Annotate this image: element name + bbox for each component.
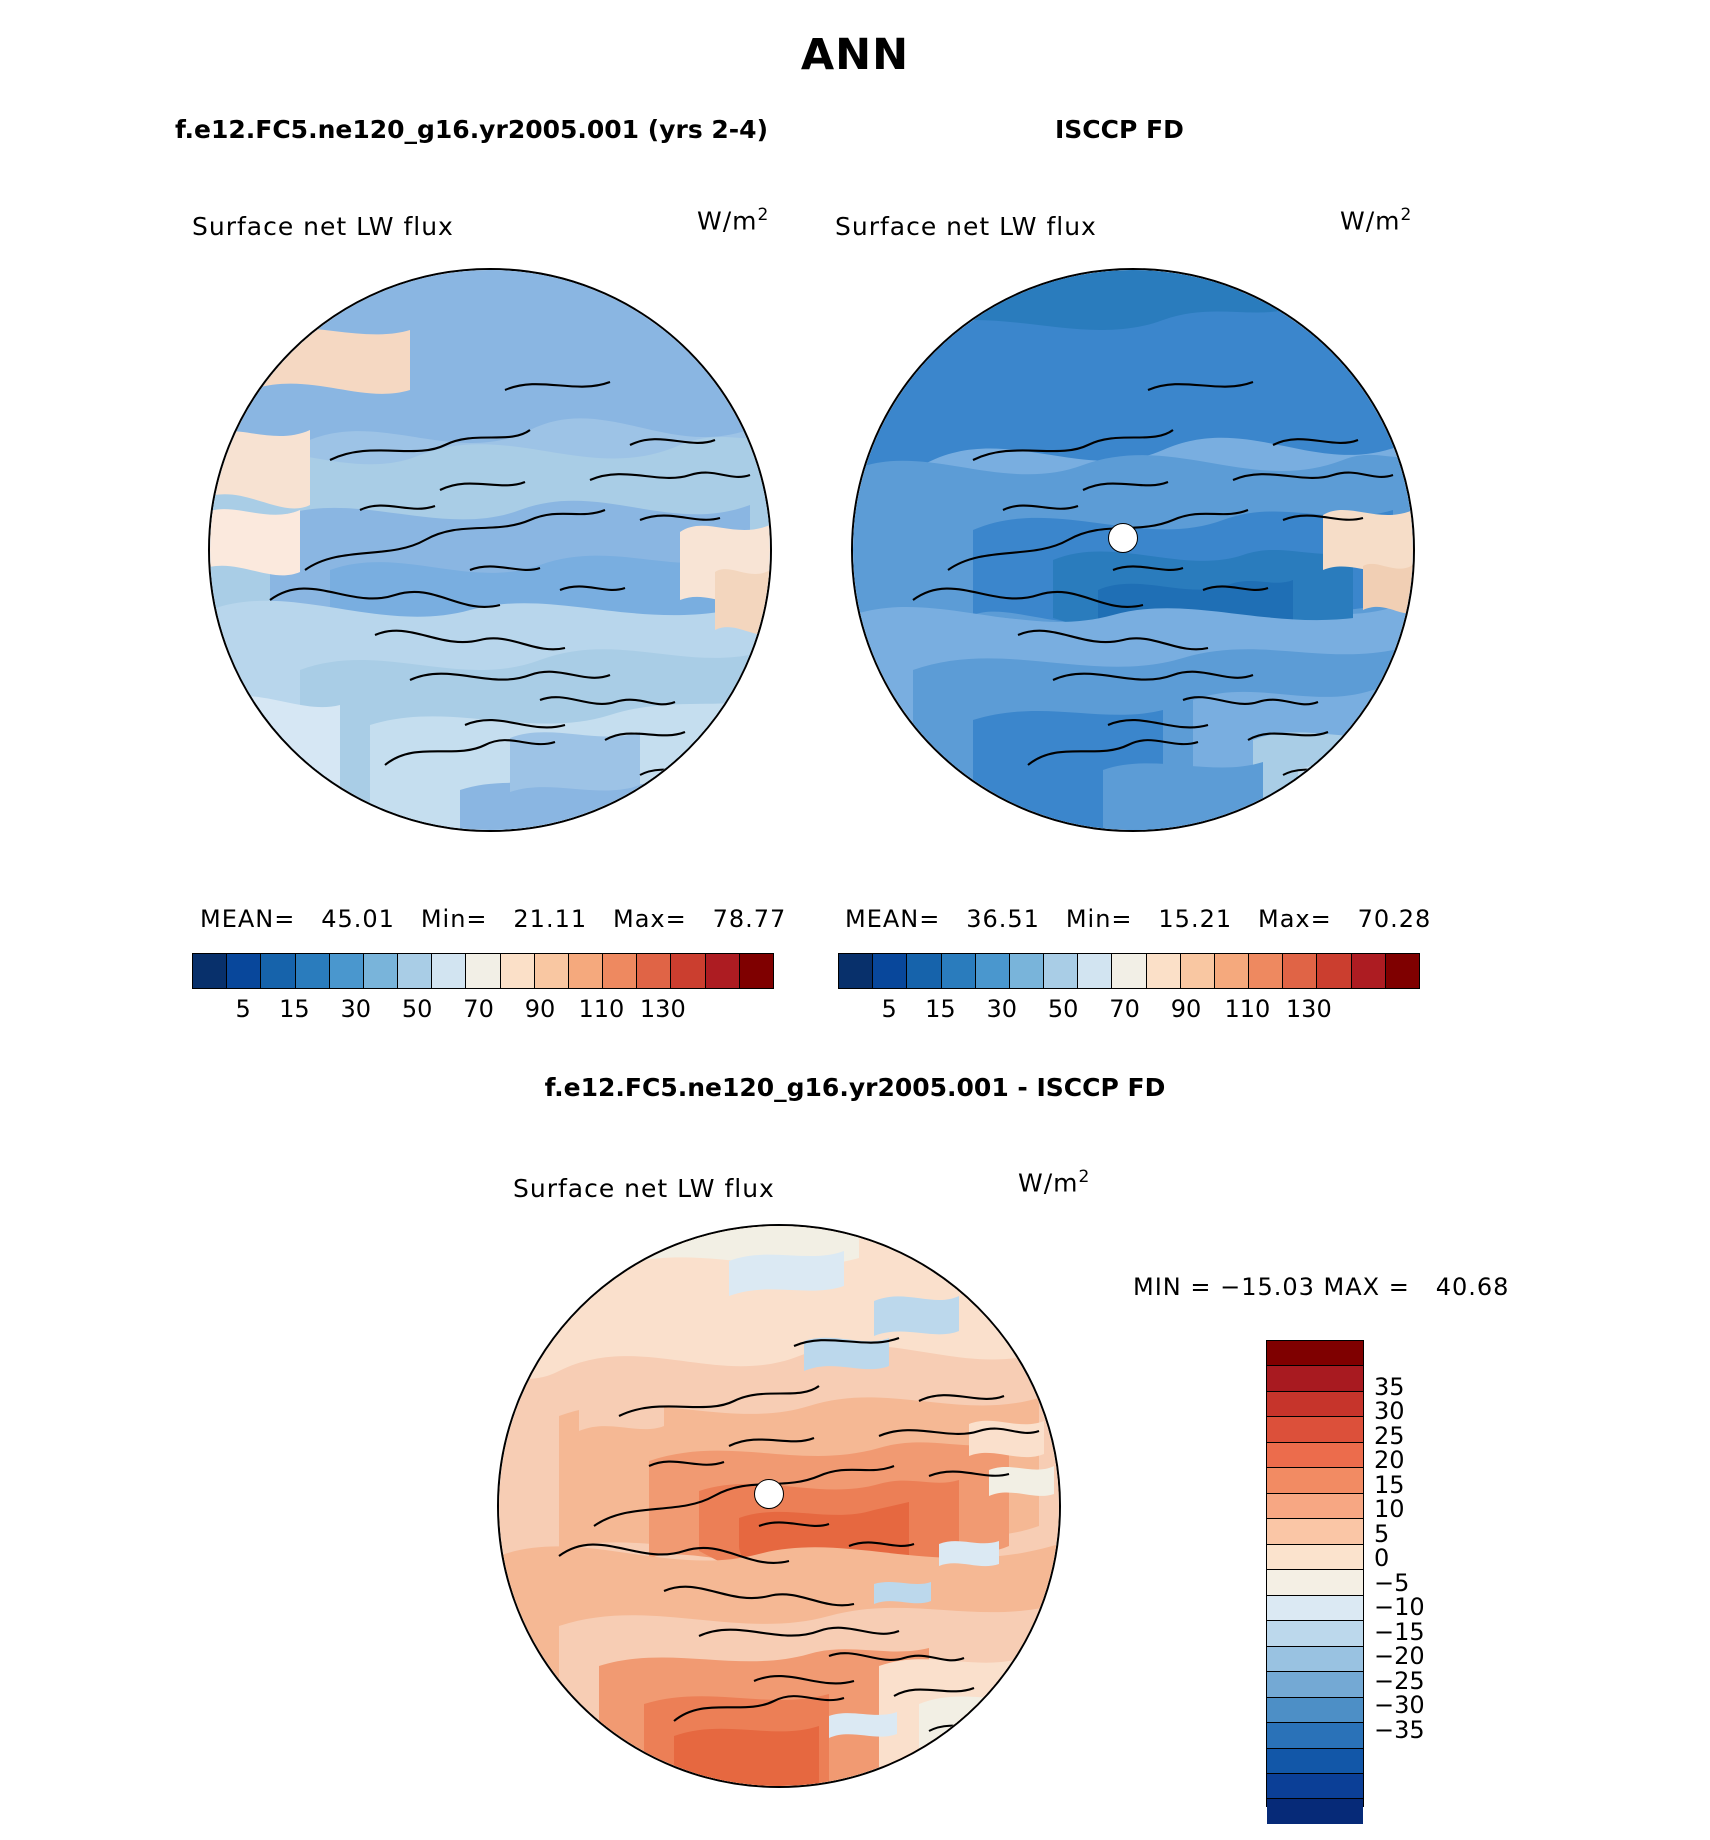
colorbar-tick-label: −20 xyxy=(1374,1642,1425,1671)
colorbar-swatch xyxy=(1267,1366,1363,1391)
colorbar-swatch xyxy=(637,954,671,988)
diff-colorbar-labels xyxy=(1374,1340,1494,1805)
colorbar-swatch xyxy=(1267,1672,1363,1697)
colorbar-swatch xyxy=(261,954,295,988)
colorbar-swatch xyxy=(671,954,705,988)
colorbar-tick-label: 90 xyxy=(1170,995,1202,1023)
colorbar-tick-label: −15 xyxy=(1374,1617,1425,1646)
colorbar-swatch xyxy=(1267,1647,1363,1672)
colorbar-swatch xyxy=(603,954,637,988)
colorbar-tick-label: 30 xyxy=(986,995,1018,1023)
diff-pole-marker xyxy=(754,1479,784,1509)
right-pole-marker xyxy=(1108,523,1138,553)
colorbar-tick-label: 35 xyxy=(1374,1372,1405,1401)
colorbar-swatch xyxy=(1267,1698,1363,1723)
right-globe-contours xyxy=(853,270,1413,830)
colorbar-swatch xyxy=(1267,1494,1363,1519)
diff-globe xyxy=(497,1224,1061,1788)
colorbar-swatch xyxy=(1147,954,1181,988)
colorbar-tick-label: 25 xyxy=(1374,1421,1405,1450)
right-globe xyxy=(851,268,1415,832)
colorbar-swatch xyxy=(432,954,466,988)
colorbar-tick-label: 15 xyxy=(1374,1470,1405,1499)
right-colorbar-ticks xyxy=(838,995,1418,1027)
colorbar-swatch xyxy=(1352,954,1386,988)
colorbar-tick-label: 90 xyxy=(524,995,556,1023)
colorbar-swatch xyxy=(942,954,976,988)
colorbar-tick-label: 130 xyxy=(1285,995,1332,1023)
colorbar-tick-label: −30 xyxy=(1374,1691,1425,1720)
diff-panel-title: f.e12.FC5.ne120_g16.yr2005.001 - ISCCP FD xyxy=(544,1073,1166,1102)
right-variable-label: Surface net LW flux xyxy=(835,212,1097,241)
right-stats: MEAN= 36.51 Min= 15.21 Max= 70.28 xyxy=(845,905,1432,933)
colorbar-swatch xyxy=(1267,1570,1363,1595)
colorbar-tick-label: 110 xyxy=(1224,995,1271,1023)
left-panel-title: f.e12.FC5.ne120_g16.yr2005.001 (yrs 2-4) xyxy=(175,115,769,144)
left-globe xyxy=(208,268,772,832)
colorbar-tick-label: −35 xyxy=(1374,1715,1425,1744)
colorbar-tick-label: 5 xyxy=(881,995,897,1023)
left-units-text: W/m xyxy=(697,206,758,236)
right-units-exponent: 2 xyxy=(1400,205,1413,225)
colorbar-tick-label: 70 xyxy=(1109,995,1140,1023)
colorbar-swatch xyxy=(1386,954,1419,988)
left-colorbar[interactable] xyxy=(192,953,774,989)
colorbar-swatch xyxy=(740,954,773,988)
colorbar-tick-label: −5 xyxy=(1374,1568,1410,1597)
colorbar-swatch xyxy=(296,954,330,988)
left-variable-label: Surface net LW flux xyxy=(192,212,454,241)
colorbar-swatch xyxy=(1267,1341,1363,1366)
diff-stats: MIN = −15.03 MAX = 40.68 xyxy=(1133,1273,1510,1301)
colorbar-swatch xyxy=(1267,1545,1363,1570)
colorbar-swatch xyxy=(1267,1621,1363,1646)
left-stats: MEAN= 45.01 Min= 21.11 Max= 78.77 xyxy=(200,905,787,933)
colorbar-swatch xyxy=(330,954,364,988)
left-units-label xyxy=(697,205,769,235)
colorbar-swatch xyxy=(706,954,740,988)
colorbar-tick-label: 5 xyxy=(1374,1519,1390,1548)
colorbar-tick-label: 30 xyxy=(1374,1397,1405,1426)
colorbar-swatch xyxy=(1010,954,1044,988)
colorbar-swatch xyxy=(1181,954,1215,988)
colorbar-swatch xyxy=(1283,954,1317,988)
colorbar-swatch xyxy=(1267,1392,1363,1417)
colorbar-swatch xyxy=(1249,954,1283,988)
colorbar-swatch xyxy=(1267,1468,1363,1493)
colorbar-swatch xyxy=(873,954,907,988)
right-colorbar[interactable] xyxy=(838,953,1420,989)
colorbar-swatch xyxy=(227,954,261,988)
diff-units-exponent: 2 xyxy=(1078,1167,1091,1187)
colorbar-swatch xyxy=(1112,954,1146,988)
colorbar-swatch xyxy=(1267,1417,1363,1442)
colorbar-swatch xyxy=(1267,1723,1363,1748)
colorbar-swatch xyxy=(1267,1799,1363,1823)
colorbar-swatch xyxy=(364,954,398,988)
colorbar-swatch xyxy=(1044,954,1078,988)
colorbar-swatch xyxy=(501,954,535,988)
colorbar-swatch xyxy=(1267,1596,1363,1621)
diff-units-label xyxy=(1018,1167,1090,1197)
colorbar-swatch xyxy=(1317,954,1351,988)
colorbar-tick-label: 30 xyxy=(340,995,372,1023)
colorbar-swatch xyxy=(1267,1749,1363,1774)
diff-globe-contours xyxy=(499,1226,1059,1786)
colorbar-tick-label: 15 xyxy=(925,995,956,1023)
colorbar-swatch xyxy=(398,954,432,988)
colorbar-tick-label: 130 xyxy=(639,995,686,1023)
colorbar-swatch xyxy=(1267,1443,1363,1468)
colorbar-tick-label: 15 xyxy=(279,995,310,1023)
colorbar-tick-label: 5 xyxy=(235,995,251,1023)
colorbar-tick-label: 50 xyxy=(1047,995,1079,1023)
left-globe-contours xyxy=(210,270,770,830)
colorbar-swatch xyxy=(466,954,500,988)
colorbar-tick-label: 70 xyxy=(463,995,494,1023)
right-panel-title: ISCCP FD xyxy=(1055,115,1184,144)
colorbar-swatch xyxy=(1215,954,1249,988)
colorbar-swatch xyxy=(976,954,1010,988)
colorbar-tick-label: −25 xyxy=(1374,1666,1425,1695)
left-colorbar-ticks xyxy=(192,995,772,1027)
colorbar-tick-label: 10 xyxy=(1374,1495,1405,1524)
colorbar-tick-label: 110 xyxy=(578,995,625,1023)
colorbar-tick-label: 50 xyxy=(401,995,433,1023)
colorbar-swatch xyxy=(907,954,941,988)
page-title: ANN xyxy=(800,30,910,80)
colorbar-swatch xyxy=(193,954,227,988)
right-units-label xyxy=(1340,205,1412,235)
diff-variable-label: Surface net LW flux xyxy=(513,1174,775,1203)
colorbar-swatch xyxy=(1267,1774,1363,1799)
colorbar-swatch xyxy=(1078,954,1112,988)
colorbar-tick-label: −10 xyxy=(1374,1593,1425,1622)
diff-units-text: W/m xyxy=(1018,1168,1079,1198)
colorbar-swatch xyxy=(839,954,873,988)
left-units-exponent: 2 xyxy=(757,205,770,225)
colorbar-tick-label: 0 xyxy=(1374,1544,1390,1573)
colorbar-tick-label: 20 xyxy=(1374,1446,1405,1475)
colorbar-swatch xyxy=(535,954,569,988)
right-units-text: W/m xyxy=(1340,206,1401,236)
colorbar-swatch xyxy=(1267,1519,1363,1544)
diff-colorbar[interactable] xyxy=(1266,1340,1364,1807)
colorbar-swatch xyxy=(569,954,603,988)
